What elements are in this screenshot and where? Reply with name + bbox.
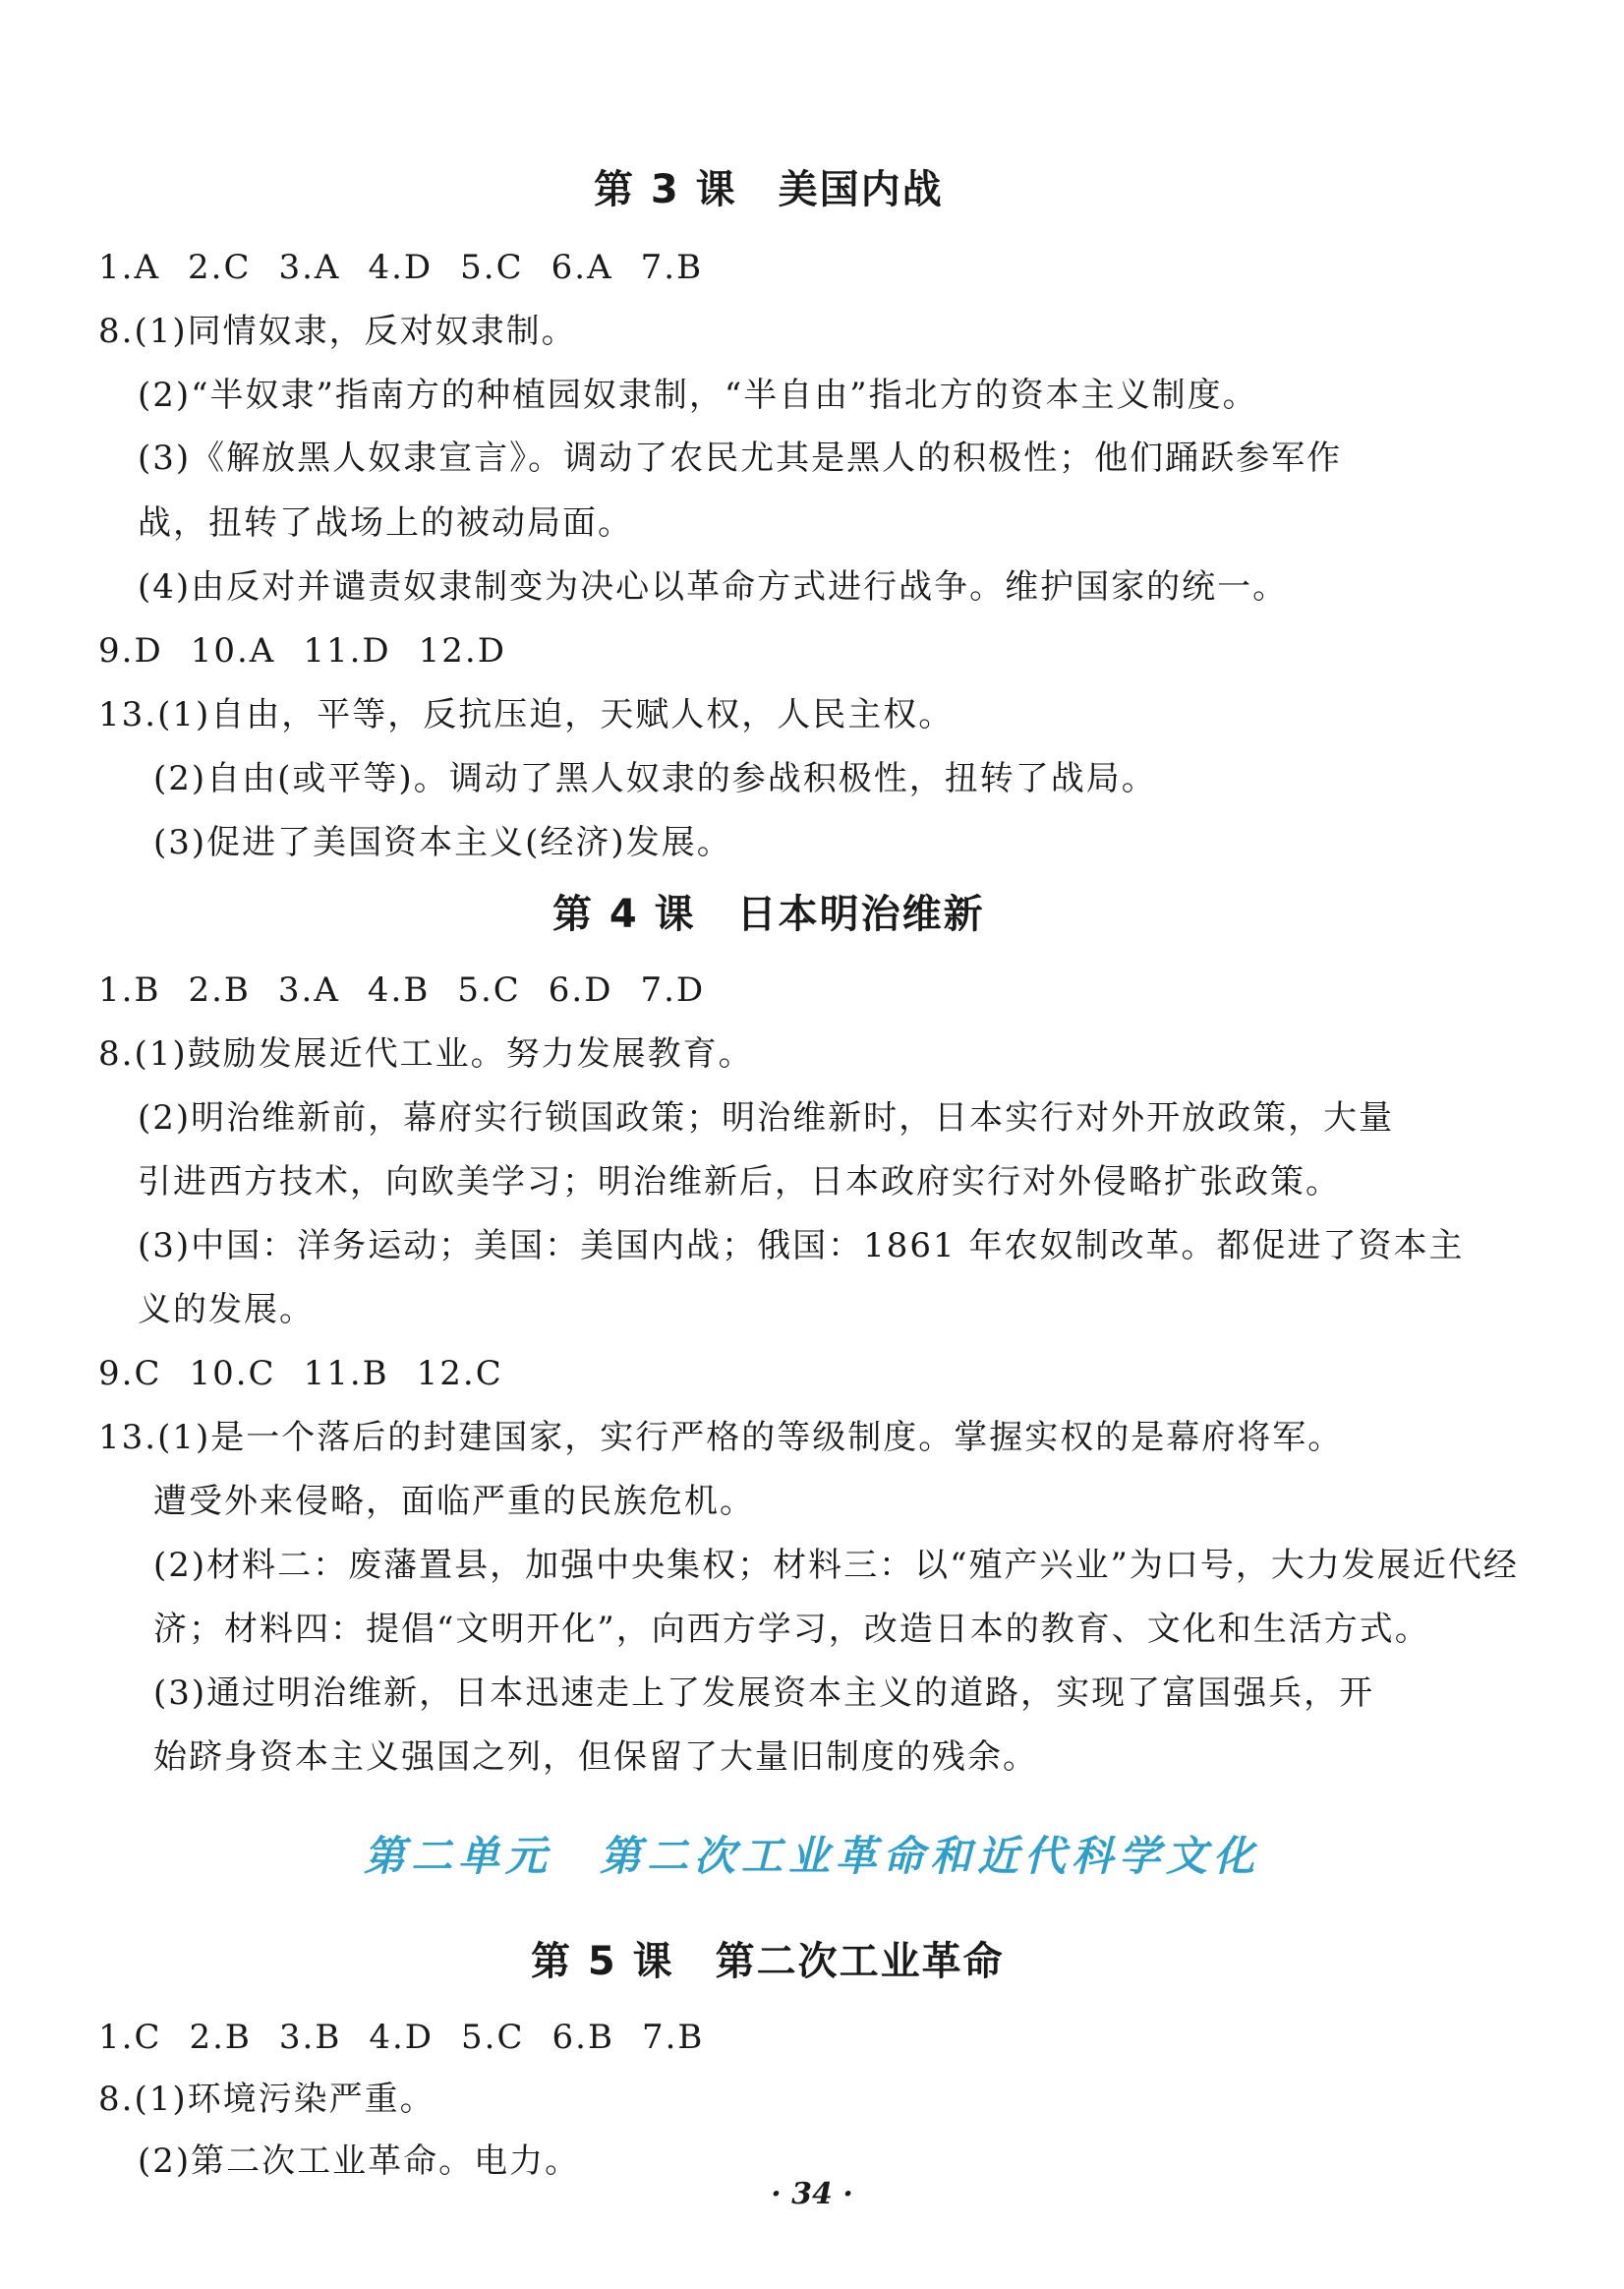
answer: 11.B [303, 1354, 389, 1393]
answer: 3.A [277, 970, 340, 1010]
lesson-3-q13-1: 13.(1)自由，平等，反抗压迫，天赋人权，人民主权。 [98, 695, 955, 734]
lesson-4-q8-2a: (2)明治维新前，幕府实行锁国政策；明治维新时，日本实行对外开放政策，大量 [138, 1098, 1395, 1138]
lesson-4-title: 第 4 课 日本明治维新 [552, 892, 985, 937]
lesson-3-q8-4: (4)由反对并谴责奴隶制变为决心以革命方式进行战争。维护国家的统一。 [138, 567, 1289, 607]
answer: 11.D [303, 631, 391, 671]
lesson-4-q13-2b: 济；材料四：提倡“文明开化”，向西方学习，改造日本的教育、文化和生活方式。 [153, 1610, 1430, 1649]
page-number: · 34 · [771, 2177, 853, 2211]
lesson-4-q13-3a: (3)通过明治维新，日本迅速走上了发展资本主义的道路，实现了富国强兵，开 [153, 1673, 1375, 1713]
lesson-3-mc-1-7 [98, 246, 730, 289]
lesson-5-title: 第 5 课 第二次工业革命 [531, 1939, 1005, 1984]
lesson-4-q13-1b: 遭受外来侵略，面临严重的民族危机。 [153, 1482, 755, 1521]
answer: 7.B [640, 248, 704, 287]
answer: 1.B [98, 970, 161, 1010]
answer: 4.D [368, 248, 434, 287]
answer: 2.B [189, 2018, 252, 2057]
answer: 7.D [640, 970, 706, 1010]
lesson-4-q13-1a: 13.(1)是一个落后的封建国家，实行严格的等级制度。掌握实权的是幕府将军。 [98, 1418, 1344, 1457]
answer: 9.C [98, 1354, 162, 1393]
lesson-3-title: 第 3 课 美国内战 [594, 167, 944, 212]
answer: 3.B [278, 2018, 342, 2057]
answer: 3.A [278, 248, 341, 287]
answer: 7.B [641, 2018, 705, 2057]
answer: 2.C [188, 248, 252, 287]
lesson-4-mc-1-7 [98, 968, 732, 1012]
lesson-5-q8-2: (2)第二次工业革命。电力。 [138, 2142, 581, 2181]
lesson-3-q8-3b: 战，扭转了战场上的被动局面。 [138, 503, 633, 543]
answer: 4.B [367, 970, 431, 1010]
answer: 5.C [461, 2018, 525, 2057]
lesson-3-q8-1: 8.(1)同情奴隶，反对奴隶制。 [98, 312, 577, 351]
answer: 12.D [418, 631, 507, 671]
answer: 10.A [190, 631, 276, 671]
lesson-4-q13-3b: 始跻身资本主义强国之列，但保留了大量旧制度的残余。 [153, 1737, 1038, 1777]
lesson-5-q8-1: 8.(1)环境污染严重。 [98, 2080, 435, 2119]
answer: 1.C [98, 2018, 162, 2057]
answer: 1.A [98, 248, 160, 287]
answer: 5.C [460, 248, 524, 287]
answer: 10.C [189, 1354, 276, 1393]
lesson-3-q8-3a: (3)《解放黑人奴隶宣言》。调动了农民尤其是黑人的积极性；他们踊跃参军作 [138, 439, 1343, 478]
lesson-3-q8-2: (2)“半奴隶”指南方的种植园奴隶制，“半自由”指北方的资本主义制度。 [138, 376, 1258, 415]
lesson-4-q8-3b: 义的发展。 [138, 1290, 315, 1329]
answer: 2.B [188, 970, 251, 1010]
lesson-3-q13-3: (3)促进了美国资本主义(经济)发展。 [153, 823, 732, 862]
answer: 6.A [551, 248, 613, 287]
lesson-4-q8-3a: (3)中国：洋务运动；美国：美国内战；俄国：1861 年农奴制改革。都促进了资本主 [138, 1226, 1465, 1265]
lesson-3-q13-2: (2)自由(或平等)。调动了黑人奴隶的参战积极性，扭转了战局。 [153, 759, 1157, 798]
lesson-4-q8-1: 8.(1)鼓励发展近代工业。努力发展教育。 [98, 1034, 754, 1074]
answer: 12.C [416, 1354, 503, 1393]
answer: 5.C [457, 970, 521, 1010]
lesson-4-q8-2b: 引进西方技术，向欧美学习；明治维新后，日本政府实行对外侵略扩张政策。 [138, 1162, 1341, 1202]
answer: 6.D [548, 970, 613, 1010]
lesson-4-q13-2a: (2)材料二：废藩置县，加强中央集权；材料三：以“殖产兴业”为口号，大力发展近代经 [153, 1546, 1519, 1585]
answer: 9.D [98, 631, 163, 671]
lesson-4-mc-9-12 [98, 1352, 531, 1395]
answer: 4.D [369, 2018, 435, 2057]
unit-2-title: 第二单元 第二次工业革命和近代科学文化 [363, 1832, 1260, 1880]
lesson-5-mc-1-7 [98, 2016, 731, 2059]
lesson-3-mc-9-12 [98, 629, 534, 673]
answer: 6.B [551, 2018, 614, 2057]
